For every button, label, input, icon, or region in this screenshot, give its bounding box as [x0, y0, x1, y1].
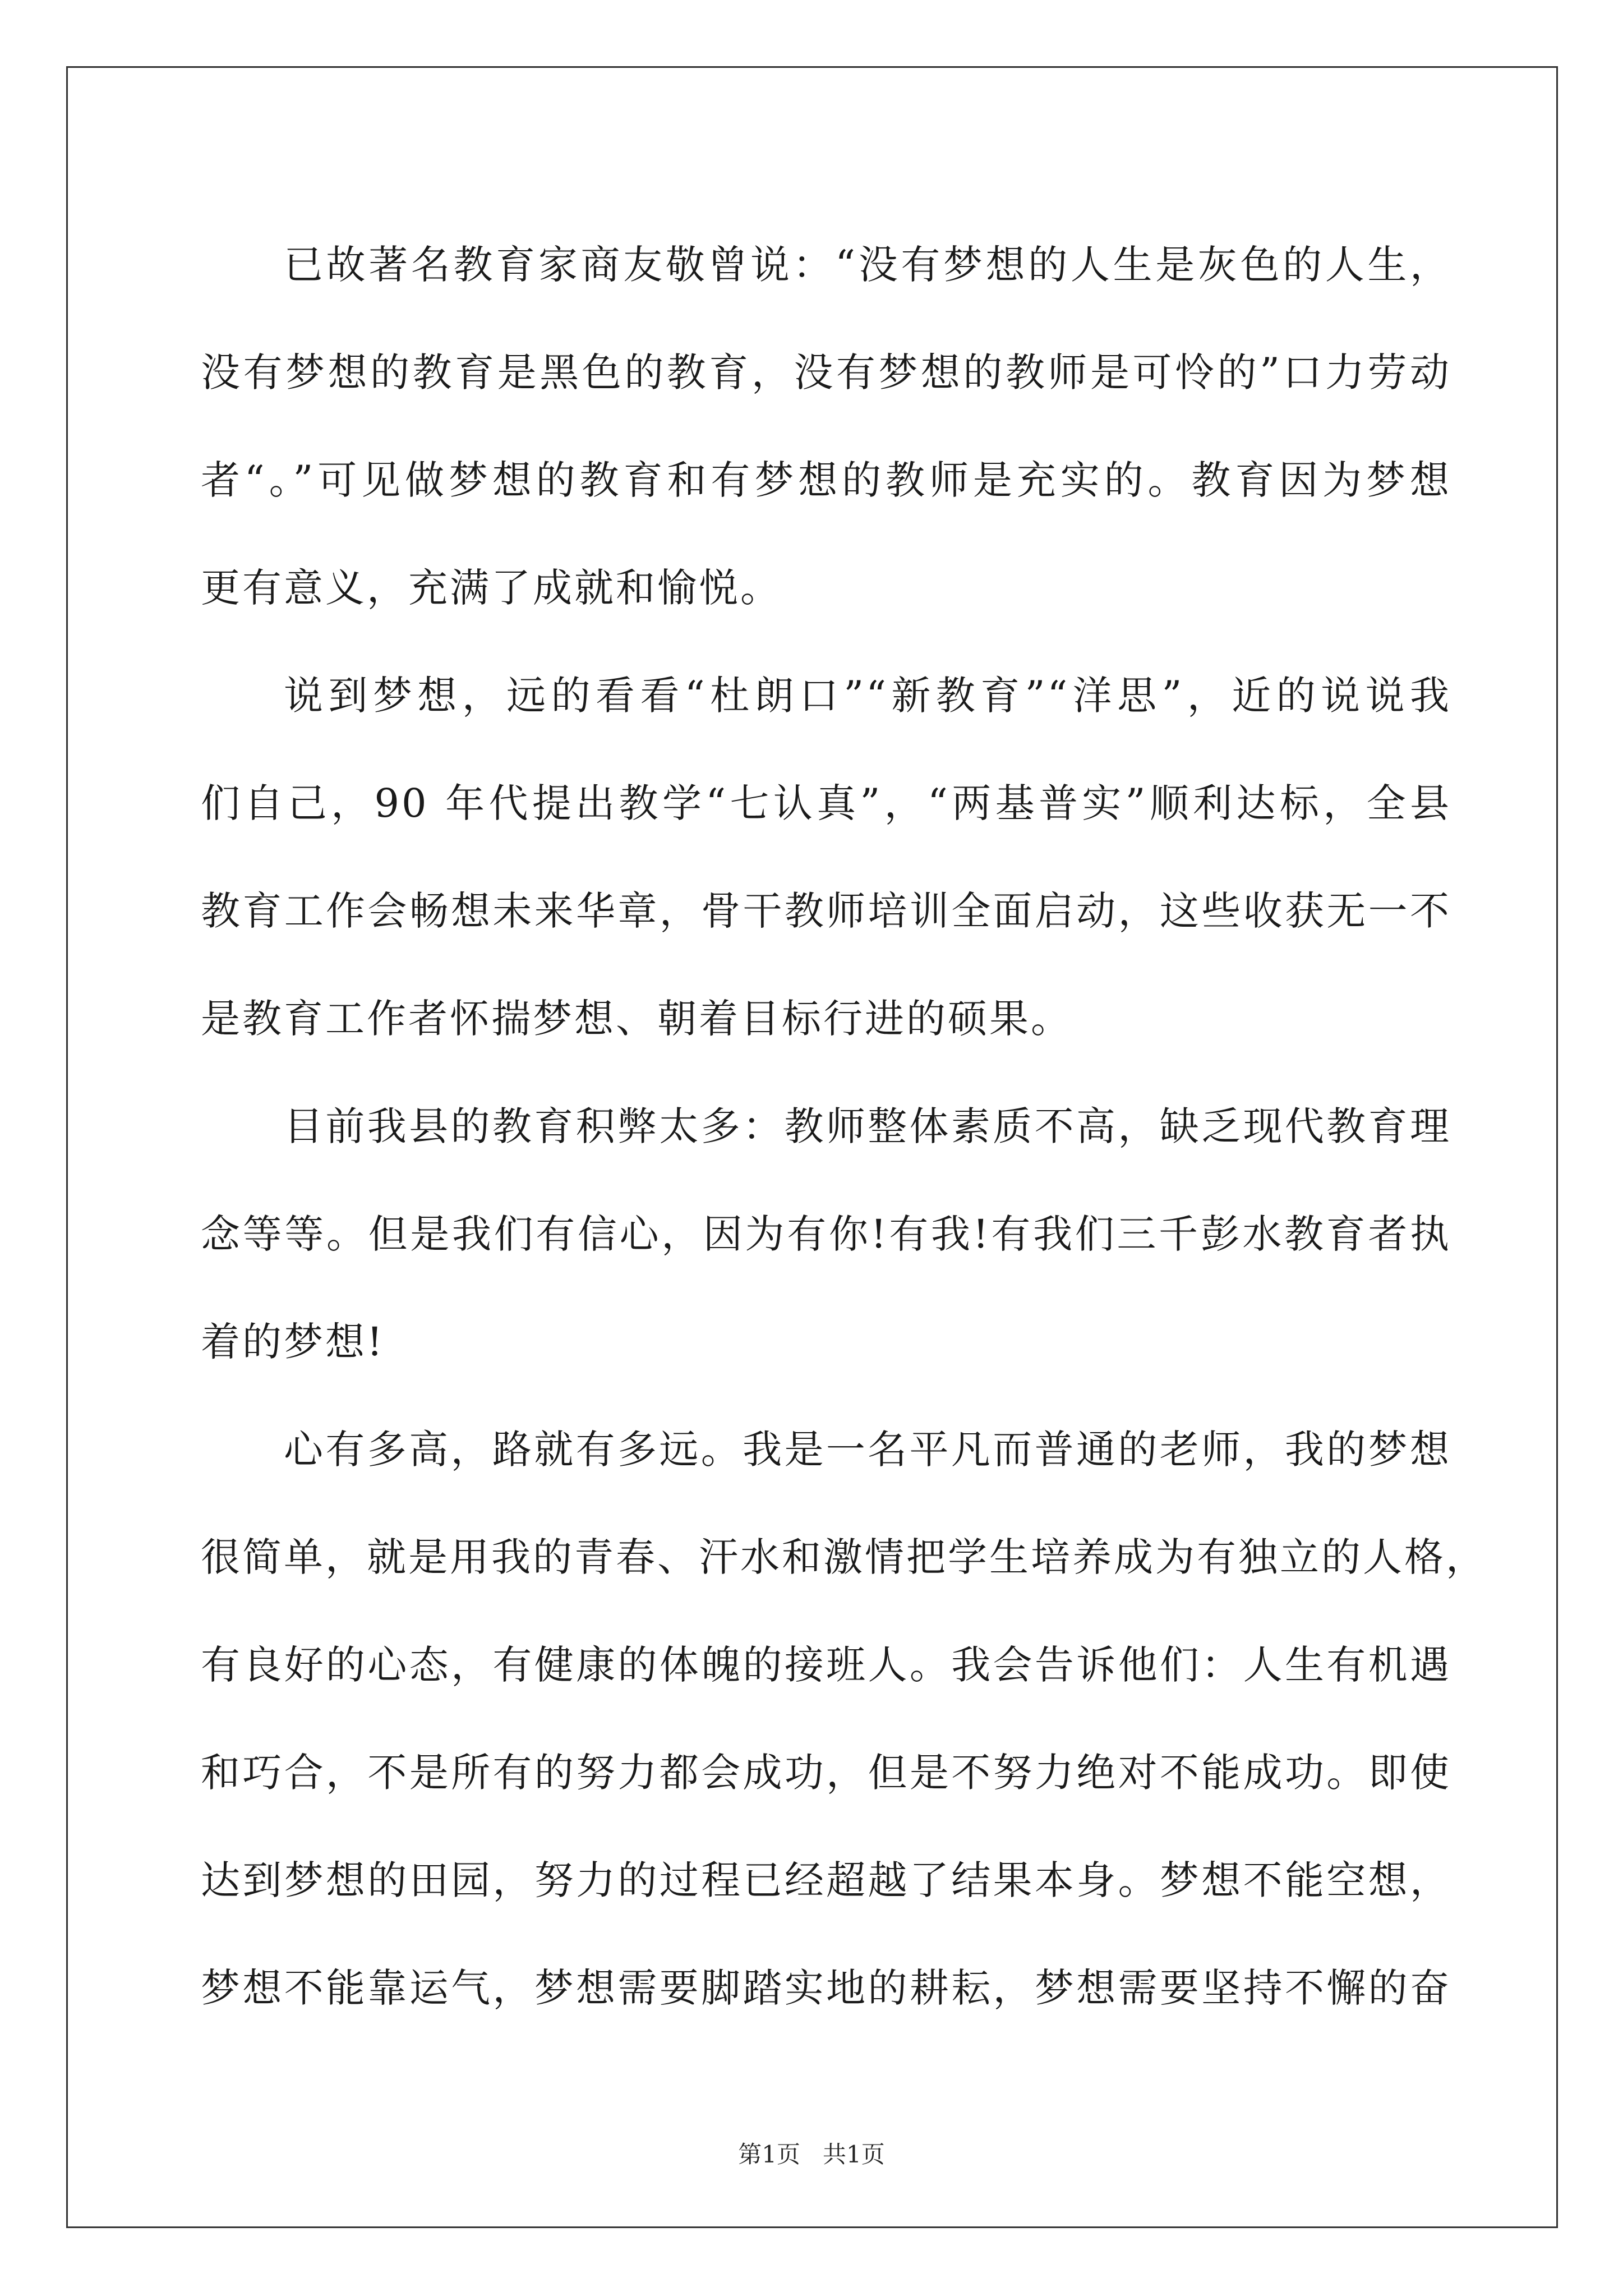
text-line: 没有梦想的教育是黑色的教育，没有梦想的教师是可怜的”口力劳动	[201, 349, 1451, 395]
document-body	[201, 211, 1487, 2042]
text-line: 梦想不能靠运气，梦想需要脚踏实地的耕耘，梦想需要坚持不懈的奋	[201, 1965, 1451, 2011]
text-line: 已故著名教育家商友敬曾说：“没有梦想的人生是灰色的人生，	[284, 242, 1451, 288]
page-total: 共1页	[823, 2141, 885, 2168]
text-line: 教育工作会畅想未来华章，骨干教师培训全面启动，这些收获无一不	[201, 888, 1451, 934]
page-footer	[0, 2136, 1623, 2170]
text-line: 着的梦想!	[201, 1319, 385, 1365]
page-number: 第1页	[738, 2141, 800, 2168]
text-line: 和巧合，不是所有的努力都会成功，但是不努力绝对不能成功。即使	[201, 1750, 1451, 1796]
text-line: 者“。”可见做梦想的教育和有梦想的教师是充实的。教育因为梦想	[201, 457, 1451, 503]
text-line: 念等等。但是我们有信心，因为有你!有我!有我们三千彭水教育者执	[201, 1211, 1451, 1257]
text-line: 更有意义，充满了成就和愉悦。	[201, 565, 782, 611]
text-line: 心有多高，路就有多远。我是一名平凡而普通的老师，我的梦想	[284, 1427, 1451, 1473]
text-line: 达到梦想的田园，努力的过程已经超越了结果本身。梦想不能空想，	[201, 1857, 1451, 1903]
text-line: 目前我县的教育积弊太多：教师整体素质不高，缺乏现代教育理	[284, 1103, 1451, 1149]
text-line: 很简单，就是用我的青春、汗水和激情把学生培养成为有独立的人格，	[201, 1534, 1487, 1580]
text-line: 说到梦想，远的看看“杜朗口”“新教育”“洋思”，近的说说我	[284, 673, 1451, 719]
text-line: 是教育工作者怀揣梦想、朝着目标行进的硕果。	[201, 996, 1072, 1042]
text-line: 们自己，90 年代提出教学“七认真”，“两基普实”顺利达标，全县	[201, 780, 1451, 826]
text-line: 有良好的心态，有健康的体魄的接班人。我会告诉他们：人生有机遇	[201, 1642, 1451, 1688]
